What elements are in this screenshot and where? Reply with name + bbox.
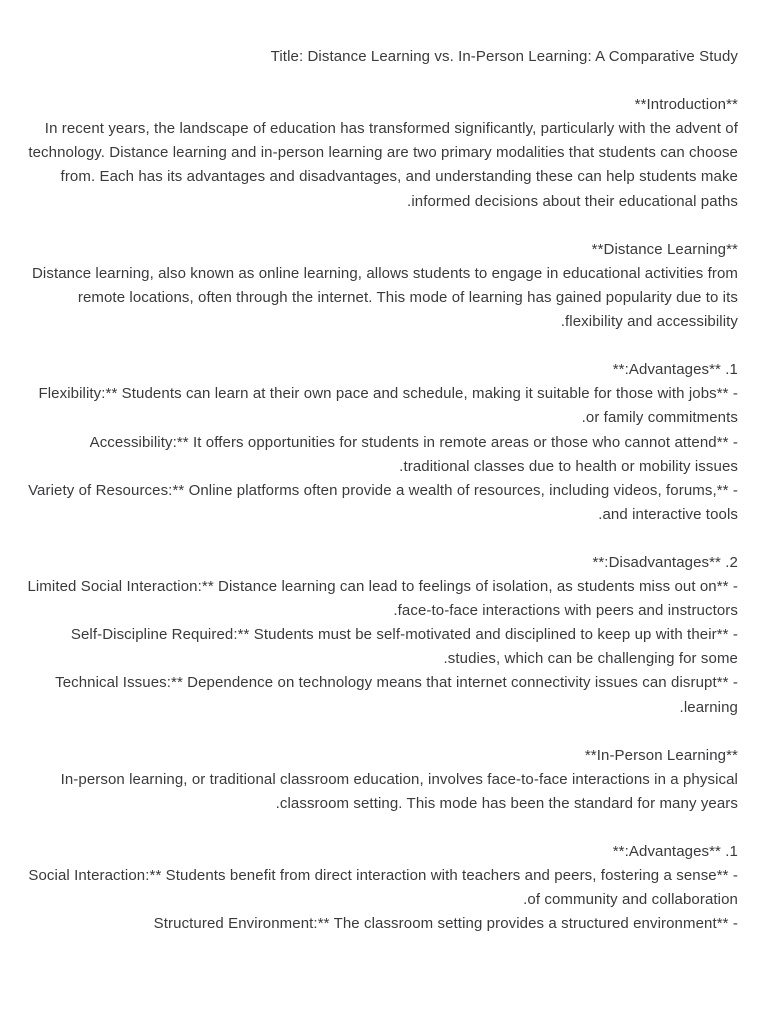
distance-disadvantage-item: - **Self-Discipline Required:** Students must be self-motivated and disciplined to keep up with their studies, which can be challenging for some. <box>66 626 738 668</box>
distance-advantages-heading: 1. **Advantages:** <box>612 361 738 379</box>
introduction-paragraph: In recent years, the landscape of education has transformed significantly, particularly with the advent of technology. Distance learning and in-person learning are two primary modalities that students can choose from. Each has its advantages and disadvantages, and understanding these can help students make informed decisions about their educational paths. <box>24 120 738 210</box>
distance-learning-heading: **Distance Learning** <box>591 240 738 258</box>
distance-disadvantage-item: - **Limited Social Interaction:** Distance learning can lead to feelings of isolation, as students miss out on face-to-face interactions with peers and instructors. <box>23 578 738 620</box>
blank-line <box>24 69 738 93</box>
blank-line <box>24 527 738 551</box>
distance-learning-paragraph: Distance learning, also known as online learning, allows students to engage in educational activities from remote locations, often through the internet. This mode of learning has gained popularity due to its flexibility and accessibility. <box>27 264 738 331</box>
distance-advantage-item: - **Accessibility:** It offers opportunities for students in remote areas or those who cannot attend traditional classes due to health or mobility issues. <box>85 433 738 475</box>
in-person-advantage-item: - **Structured Environment:** The classroom setting provides a structured environment <box>153 915 738 933</box>
blank-line <box>24 214 738 238</box>
document-title: Title: Distance Learning vs. In-Person Learning: A Comparative Study <box>270 48 738 65</box>
distance-advantage-item: - **Variety of Resources:** Online platforms often provide a wealth of resources, including videos, forums, and interactive tools. <box>23 481 738 523</box>
blank-line <box>24 334 738 358</box>
in-person-advantages-heading: 1. **Advantages:** <box>612 843 738 861</box>
distance-disadvantage-item: - **Technical Issues:** Dependence on technology means that internet connectivity issues can disrupt learning. <box>50 674 738 716</box>
in-person-learning-paragraph: In-person learning, or traditional classroom education, involves face-to-face interactions in a physical classroom setting. This mode has been the standard for many years. <box>56 770 738 812</box>
blank-line <box>24 720 738 744</box>
distance-disadvantages-heading: 2. **Disadvantages:** <box>592 553 738 571</box>
introduction-heading: **Introduction** <box>634 96 738 114</box>
document-body <box>24 45 738 936</box>
blank-line <box>24 816 738 840</box>
in-person-learning-heading: **In-Person Learning** <box>584 746 738 764</box>
distance-advantage-item: - **Flexibility:** Students can learn at their own pace and schedule, making it suitable for those with jobs or family commitments. <box>34 385 738 427</box>
in-person-advantage-item: - **Social Interaction:** Students benefit from direct interaction with teachers and peers, fostering a sense of community and collaboration. <box>24 867 738 909</box>
